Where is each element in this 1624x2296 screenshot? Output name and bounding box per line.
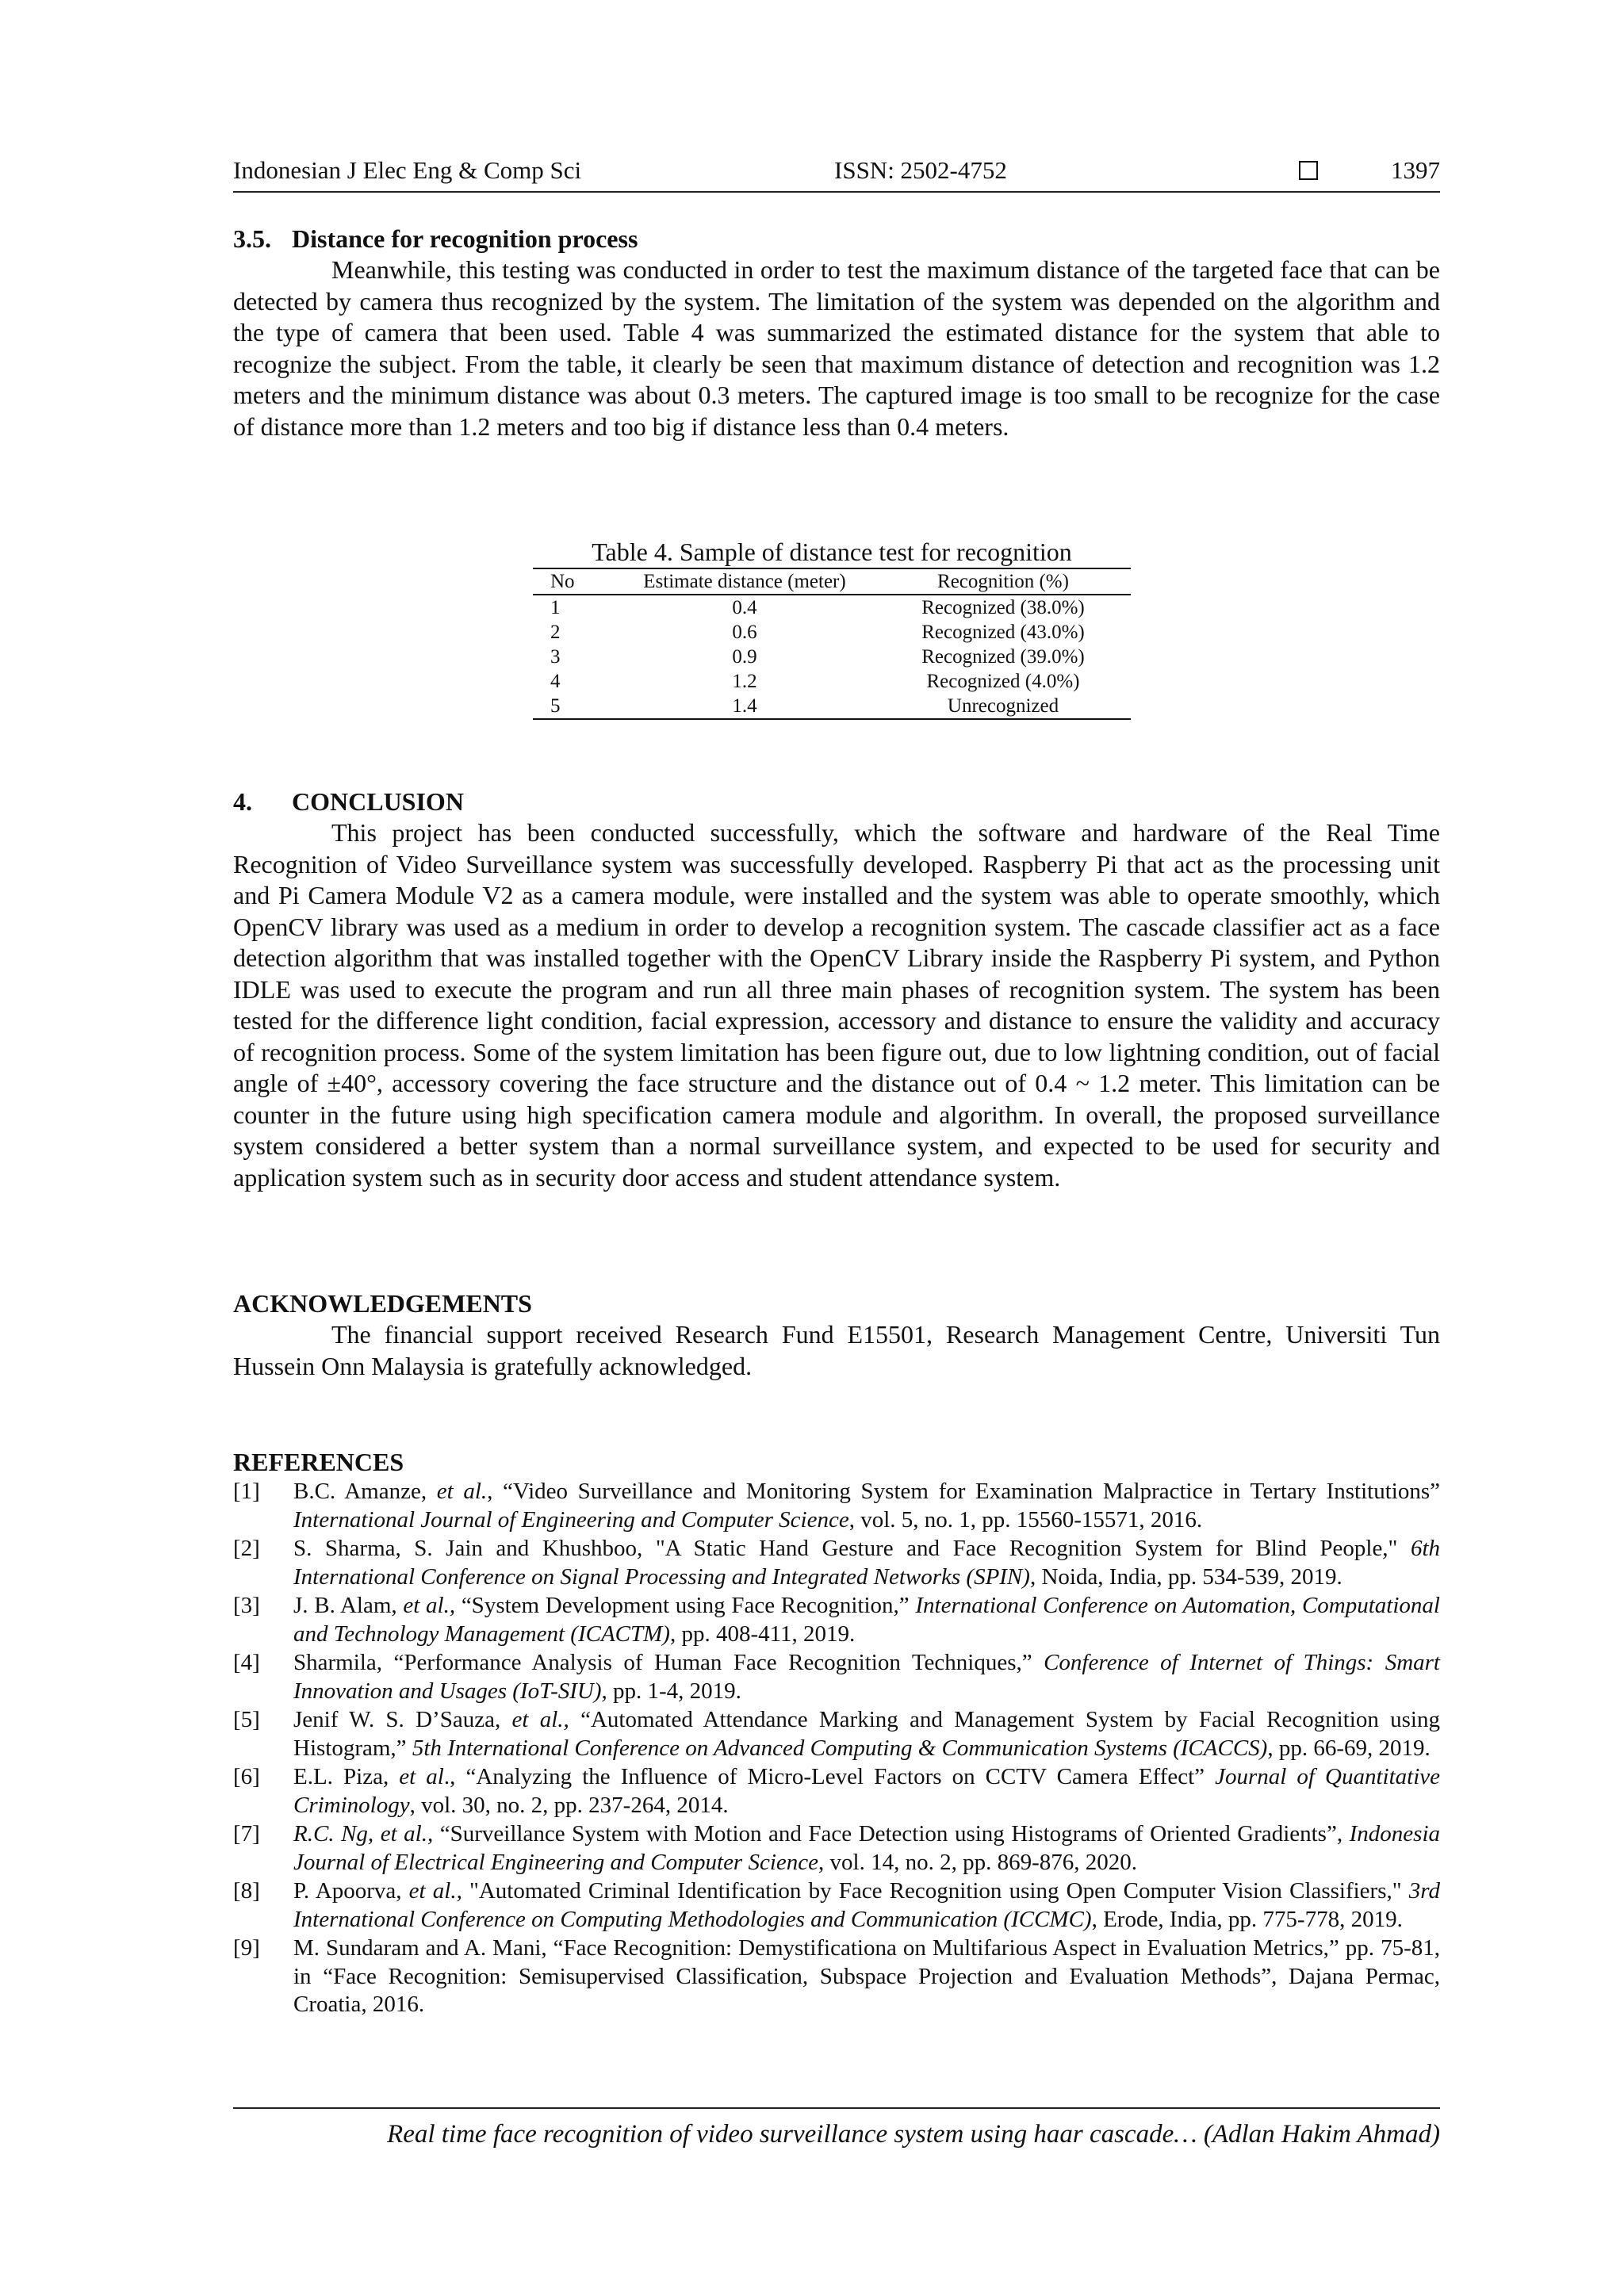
reference-number: [6] [233,1764,260,1789]
reference-number: [4] [233,1650,260,1675]
reference-item [233,1706,1440,1762]
reference-italic-part: et al. [436,1479,488,1504]
reference-part: , vol. 5, no. 1, pp. 15560-15571, 2016. [848,1506,1203,1533]
section-heading [233,223,1440,254]
table-cell: 2 [550,622,561,643]
reference-part: S. Sharma, S. Jain and Khushboo, "A Static Hand Gesture and Face Recognition System for Blind People," [293,1536,1411,1561]
reference-item [233,1934,1440,2019]
checkbox-square-icon [1299,161,1318,180]
reference-italic-part: 3rd International Conference on Computing Methodologies and Communication (ICCMC) [293,1878,1440,1932]
table-row [533,595,1131,620]
table-cell: 1 [550,597,561,618]
reference-part: "Automated Criminal Identification by Face Recognition using Open Computer Vision Classifiers," [462,1878,1409,1904]
reference-part: “Automated Attendance Marking and Management System by Facial Recognition using Histogram,” [293,1707,1440,1761]
reference-number: [9] [233,1935,260,1961]
table-cell: 0.9 [732,646,757,668]
page-header [233,153,1440,193]
distance-table [533,568,1131,720]
reference-text [293,1649,1440,1705]
reference-item [233,1478,1440,1534]
reference-italic-part: 5th International Conference on Advanced Computing & Communication Systems (ICACCS) [412,1735,1268,1761]
reference-part: “System Development using Face Recognition,” [455,1593,916,1618]
table-cell: 1.4 [732,695,757,717]
reference-part: , vol. 14, no. 2, pp. 869-876, 2020. [818,1849,1137,1875]
table-row [533,620,1131,645]
running-title: Real time face recognition of video surveillance system using haar cascade… (Adlan Hakim Ahmad) [387,2120,1440,2149]
journal-name: Indonesian J Elec Eng & Comp Sci [233,156,582,184]
table-cell: Recognized (39.0%) [921,646,1085,668]
section-heading: ACKNOWLEDGEMENTS [233,1289,532,1318]
table-cell: Unrecognized [947,695,1059,717]
reference-text [293,1535,1440,1591]
reference-list [233,1478,1440,2019]
references-section [233,1446,1440,2020]
table-row [533,645,1131,669]
table-header-cell: No [550,571,575,592]
reference-italic-part: R.C. Ng, et al., [293,1821,434,1846]
reference-item [233,1592,1440,1648]
table-header-row [533,568,1131,595]
reference-italic-part: International Journal of Engineering and Computer Science [293,1506,849,1533]
reference-text [293,1592,1440,1648]
reference-text [293,1706,1440,1762]
section-title: Distance for recognition process [292,224,638,253]
reference-number: [3] [233,1593,260,1618]
reference-number: [8] [233,1878,260,1904]
reference-part: E.L. Piza, [293,1764,400,1789]
section-title: CONCLUSION [292,787,464,816]
reference-italic-part: et al., [408,1878,462,1904]
acknowledgements-section [233,1288,1440,1382]
reference-part: B.C. Amanze, [293,1479,437,1504]
section-paragraph: Meanwhile, this testing was conducted in order to test the maximum distance of the targeted face that can be detected by camera thus recognized by the system. The limitation of the system was depended on the algorithm and the type of camera that been used. Table 4 was summarized the estimated distance for the system that able to recognize the subject. From the table, it clearly be seen that maximum distance of detection and recognition was 1.2 meters and the minimum distance was about 0.3 meters. The captured image is too small to be recognize for the case of distance more than 1.2 meters and too big if distance less than 0.4 meters. [233,255,1440,441]
reference-number: [1] [233,1479,260,1504]
reference-item [233,1649,1440,1705]
reference-part: , “Video Surveillance and Monitoring System for Examination Malpractice in Tertary Institutions” [487,1479,1441,1504]
reference-part: , vol. 30, no. 2, pp. 237-264, 2014. [409,1792,729,1818]
reference-italic-part: et al., [403,1593,456,1618]
reference-part: , Erode, India, pp. 775-778, 2019. [1091,1906,1403,1932]
conclusion-paragraph: This project has been conducted successfully, which the software and hardware of the Real Time Recognition of Video Surveillance system was successfully developed. Raspberry Pi that act as the processing unit and Pi Camera Module V2 as a camera module, were installed and the system was able to operate smoothly, which OpenCV library was used as a medium in order to develop a recognition system. The cascade classifier act as a face detection algorithm that was installed together with the OpenCV Library inside the Raspberry Pi system, and Python IDLE was used to execute the program and run all three main phases of recognition system. The system has been tested for the difference light condition, facial expression, accessory and distance to ensure the validity and accuracy of recognition process. Some of the system limitation has been figure out, due to low lightning condition, out of facial angle of ±40°, accessory covering the face structure and the distance out of 0.4 ~ 1.2 meter. This limitation can be counter in the future using high specification camera module and algorithm. In overall, the proposed surveillance system considered a better system than a normal surveillance system, and expected to be used for security and application system such as in security door access and student attendance system. [233,818,1440,1192]
table-caption: Table 4. Sample of distance test for recognition [592,538,1072,566]
reference-text [293,1820,1440,1877]
table-cell: 1.2 [732,671,757,692]
reference-item [233,1877,1440,1934]
reference-part: Sharmila, “Performance Analysis of Human Face Recognition Techniques,” [293,1650,1044,1675]
reference-italic-part: 6th International Conference on Signal Processing and Integrated Networks (SPIN) [293,1536,1440,1590]
reference-number: [7] [233,1821,260,1846]
table-cell: Recognized (43.0%) [921,622,1085,643]
reference-italic-part: et al [399,1764,444,1789]
reference-text [293,1877,1440,1934]
reference-part: pp. 1-4, 2019. [607,1678,741,1704]
reference-number: [2] [233,1536,260,1561]
table-cell: 3 [550,646,561,668]
section-number: 4. [233,787,252,816]
reference-text [293,1478,1440,1534]
reference-part: “Surveillance System with Motion and Face Detection using Histograms of Oriented Gradients”, [433,1821,1350,1846]
reference-italic-part: Conference of Internet of Things: Smart Innovation and Usages (IoT-SIU), [293,1650,1440,1704]
reference-part: , pp. 66-69, 2019. [1267,1735,1431,1761]
section-heading [233,786,1440,817]
reference-text [293,1763,1440,1820]
reference-italic-part: Journal of Quantitative Criminology [293,1764,1441,1818]
reference-number: [5] [233,1707,260,1732]
reference-italic-part: et al., [511,1707,569,1732]
table-cell: Recognized (38.0%) [921,597,1085,618]
reference-item [233,1820,1440,1877]
section-3-5 [233,223,1440,442]
reference-part: , Noida, India, pp. 534-539, 2019. [1029,1563,1342,1590]
table-cell: 0.4 [732,597,757,618]
section-heading: REFERENCES [233,1448,404,1476]
table-row [533,694,1131,719]
reference-part: , pp. 408-411, 2019. [669,1621,856,1647]
table-cell: 4 [550,671,561,692]
reference-part: Jenif W. S. D’Sauza, [293,1707,512,1732]
table-header-cell: Estimate distance (meter) [643,571,846,592]
reference-part: P. Apoorva, [293,1878,409,1904]
reference-italic-part: International Conference on Automation, Computational and Technology Management (ICACTM) [293,1593,1440,1647]
reference-part: J. B. Alam, [293,1593,404,1618]
page-footer [233,2107,1440,2150]
reference-text [293,1934,1440,2019]
reference-part: ., “Analyzing the Influence of Micro-Level Factors on CCTV Camera Effect” [443,1764,1216,1789]
table-row [533,669,1131,694]
table-cell: 0.6 [732,622,757,643]
reference-item [233,1763,1440,1820]
reference-italic-part: Indonesia Journal of Electrical Engineering and Computer Science [293,1821,1440,1875]
reference-part: M. Sundaram and A. Mani, “Face Recognition: Demystificationa on Multifarious Aspect in Evaluation Metrics,” pp. 75-81, in “Face Recognition: Semisupervised Classification, Subspace Projection and Evaluation Methods”, Dajana Permac, Croatia, 2016. [293,1935,1440,2017]
section-number: 3.5. [233,224,271,253]
table-cell: Recognized (4.0%) [926,671,1080,692]
reference-item [233,1535,1440,1591]
acknowledgements-paragraph: The financial support received Research Fund E15501, Research Management Centre, Universiti Tun Hussein Onn Malaysia is gratefully acknowledged. [233,1320,1440,1380]
page-number: 1397 [1391,156,1440,184]
issn: ISSN: 2502-4752 [834,156,1007,184]
conclusion-section [233,786,1440,1193]
table-4 [533,536,1131,720]
table-header-cell: Recognition (%) [937,571,1069,592]
table-cell: 5 [550,695,561,717]
